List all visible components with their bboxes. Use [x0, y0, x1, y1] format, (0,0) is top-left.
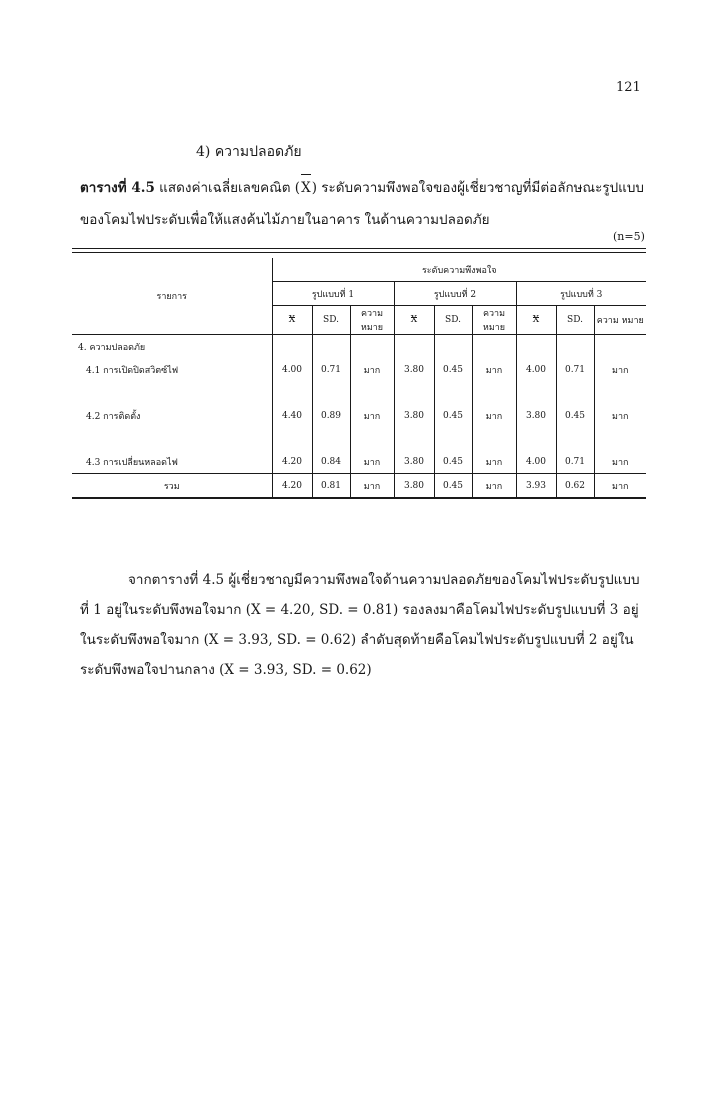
page-number: 121: [616, 80, 641, 95]
caption-text-before: แสดงค่าเฉลี่ยเลขคณิต (: [154, 180, 301, 196]
category-label: 4. ความปลอดภัย: [72, 335, 272, 359]
row-header: รายการ: [72, 258, 272, 335]
table-top-rule-2: [72, 252, 646, 253]
meaning-header: ความ หมาย: [594, 306, 646, 335]
cell: 0.71: [556, 358, 594, 381]
cell: 0.89: [312, 404, 350, 427]
table-row: [72, 450, 646, 474]
cell: 4.20: [272, 474, 312, 499]
sd-header: SD.: [312, 306, 350, 335]
paragraph-line: ระดับพึงพอใจปานกลาง (X = 3.93, SD. = 0.62): [80, 662, 372, 678]
mean-header: X: [516, 306, 556, 335]
cell: มาก: [594, 358, 646, 381]
cell: 0.62: [556, 474, 594, 499]
cell: 4.20: [272, 450, 312, 474]
cell: 3.80: [394, 358, 434, 381]
mean-header: X: [272, 306, 312, 335]
cell: 4.40: [272, 404, 312, 427]
total-row: [72, 474, 646, 499]
cell: มาก: [472, 474, 516, 499]
row-label: 4.1 การเปิดปิดสวิตซ์ไฟ: [72, 358, 272, 381]
cell: มาก: [350, 450, 394, 474]
total-label: รวม: [72, 474, 272, 499]
paragraph-line: จากตารางที่ 4.5 ผู้เชี่ยวชาญมีความพึงพอใจด้านความปลอดภัยของโคมไฟประดับรูปแบบ: [128, 572, 640, 588]
cell: 0.81: [312, 474, 350, 499]
cell: 4.00: [272, 358, 312, 381]
cell: มาก: [472, 450, 516, 474]
table-row: [72, 404, 646, 427]
cell: 3.80: [516, 404, 556, 427]
table-top-rule: [72, 248, 646, 249]
cell: 3.80: [394, 450, 434, 474]
cell: มาก: [472, 404, 516, 427]
caption-xbar: X: [300, 172, 312, 204]
cell: 0.84: [312, 450, 350, 474]
cell: 0.45: [434, 450, 472, 474]
caption-text-after: ) ระดับความพึงพอใจของผู้เชี่ยวชาญที่มีต่อลักษณะรูปแบบของโคมไฟประดับเพื่อให้แสงค้นไม้ภายในอาคาร ในด้านความปลอดภัย: [80, 180, 644, 228]
body-paragraph: [80, 565, 650, 685]
paragraph-line: ในระดับพึงพอใจมาก (X = 3.93, SD. = 0.62) ลำดับสุดท้ายคือโคมไฟประดับรูปแบบที่ 2 อยู่ใน: [80, 632, 634, 648]
cell: 3.80: [394, 404, 434, 427]
cell: 0.45: [434, 404, 472, 427]
mean-header: X: [394, 306, 434, 335]
model-header-2: รูปแบบที่ 2: [394, 282, 516, 306]
table-caption: [80, 172, 650, 236]
cell: 0.71: [312, 358, 350, 381]
sd-header: SD.: [556, 306, 594, 335]
cell: 4.00: [516, 358, 556, 381]
cell: 0.45: [434, 474, 472, 499]
cell: มาก: [350, 474, 394, 499]
cell: 0.45: [434, 358, 472, 381]
row-label: 4.3 การเปลี่ยนหลอดไฟ: [72, 450, 272, 474]
row-label: 4.2 การติดตั้ง: [72, 404, 272, 427]
caption-label: ตารางที่ 4.5: [80, 180, 155, 196]
meaning-header: ความ หมาย: [472, 306, 516, 335]
cell: มาก: [594, 404, 646, 427]
section-heading: 4) ความปลอดภัย: [196, 144, 302, 160]
table-row: [72, 358, 646, 381]
cell: มาก: [350, 358, 394, 381]
cell: 0.71: [556, 450, 594, 474]
cell: มาก: [350, 404, 394, 427]
cell: มาก: [472, 358, 516, 381]
paragraph-line: ที่ 1 อยู่ในระดับพึงพอใจมาก (X = 4.20, SD. = 0.81) รองลงมาคือโคมไฟประดับรูปแบบที่ 3 อยู่: [80, 602, 639, 618]
cell: 0.45: [556, 404, 594, 427]
group-header: ระดับความพึงพอใจ: [272, 258, 646, 282]
cell: 4.00: [516, 450, 556, 474]
model-header-3: รูปแบบที่ 3: [516, 282, 646, 306]
sd-header: SD.: [434, 306, 472, 335]
cell: มาก: [594, 474, 646, 499]
model-header-1: รูปแบบที่ 1: [272, 282, 394, 306]
meaning-header: ความ หมาย: [350, 306, 394, 335]
sample-size-note: (n=5): [613, 230, 645, 243]
cell: 3.80: [394, 474, 434, 499]
satisfaction-table: [72, 258, 646, 499]
cell: 3.93: [516, 474, 556, 499]
cell: มาก: [594, 450, 646, 474]
